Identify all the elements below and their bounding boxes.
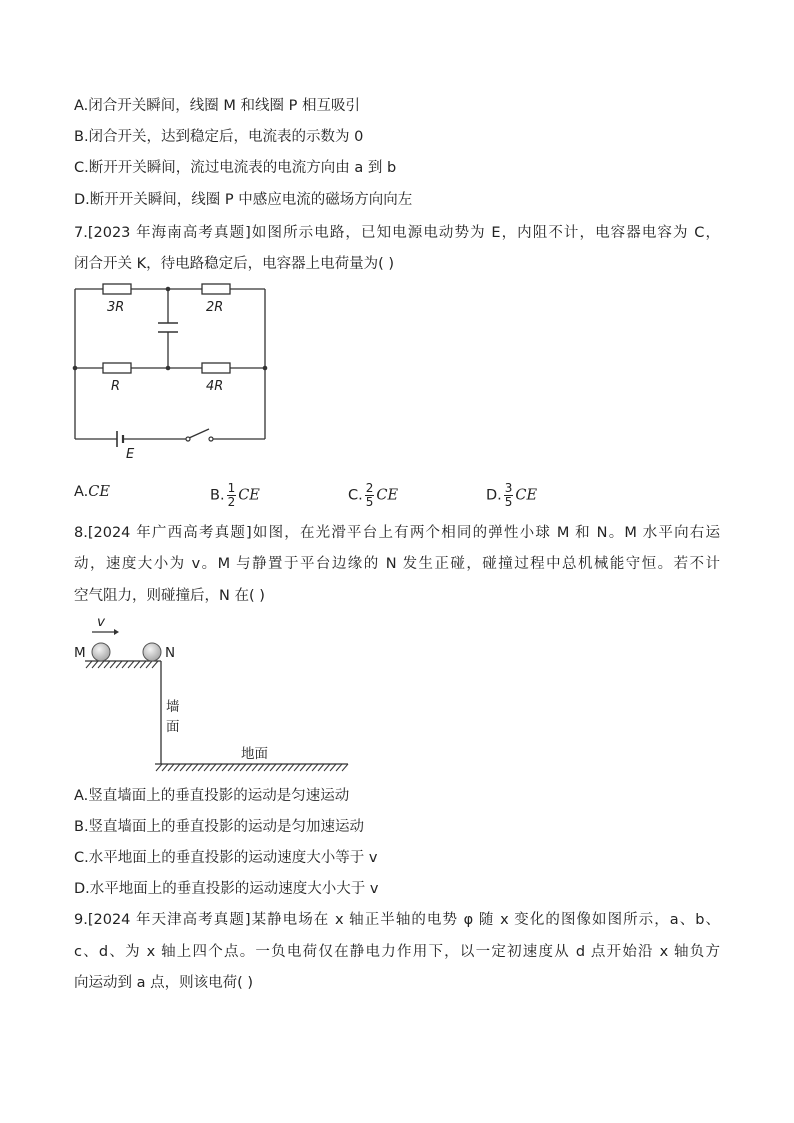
hatch-mark — [294, 764, 300, 771]
hatch-mark — [240, 764, 246, 771]
label-top-right-resistor: 2R — [206, 300, 224, 315]
label-ball-n: N — [165, 645, 176, 661]
platform-hatching — [86, 661, 158, 668]
q8-option-c: C.水平地面上的垂直投影的运动速度大小等于 v — [74, 850, 378, 866]
label-velocity: v — [97, 614, 105, 630]
hatch-mark — [342, 764, 348, 771]
label-top-left-resistor: 3R — [107, 300, 125, 315]
q7-stem-line2: 闭合开关 K，待电路稳定后，电容器上电荷量为( ) — [74, 256, 395, 272]
hatch-mark — [228, 764, 234, 771]
hatch-mark — [174, 764, 180, 771]
hatch-mark — [288, 764, 294, 771]
label-ground: 地面 — [241, 746, 268, 762]
hatch-mark — [312, 764, 318, 771]
q9-stem-line3: 向运动到 a 点，则该电荷( ) — [74, 975, 254, 991]
hatch-mark — [86, 661, 92, 668]
hatch-mark — [282, 764, 288, 771]
hatch-mark — [300, 764, 306, 771]
fraction: $\frac{2}{5}$ — [365, 481, 374, 509]
q8-stem-line3: 空气阻力，则碰撞后，N 在( ) — [74, 588, 265, 604]
q8-stem-line1: 8.[2024 年广西高考真题]如图，在光滑平台上有两个相同的弹性小球 M 和 N。M 水平向右运 — [74, 525, 720, 541]
hatch-mark — [216, 764, 222, 771]
hatch-mark — [318, 764, 324, 771]
hatch-mark — [258, 764, 264, 771]
q7-option-c: C. $\frac{2}{5}$ CE — [348, 481, 399, 509]
q8-option-a: A.竖直墙面上的垂直投影的运动是匀速运动 — [74, 788, 350, 804]
q7-option-d: D. $\frac{3}{5}$ CE — [486, 481, 538, 509]
fraction: $\frac{3}{5}$ — [504, 481, 513, 509]
q9-stem-line2: c、d、为 x 轴上四个点。一负电荷仅在静电力作用下，以一定初速度从 d 点开始沿 x 轴负方 — [74, 944, 720, 960]
q6-option-b: B.闭合开关，达到稳定后，电流表的示数为 0 — [74, 129, 364, 145]
hatch-mark — [276, 764, 282, 771]
hatch-mark — [264, 764, 270, 771]
hatch-mark — [198, 764, 204, 771]
hatch-mark — [192, 764, 198, 771]
q8-option-b: B.竖直墙面上的垂直投影的运动是匀加速运动 — [74, 819, 365, 835]
hatch-mark — [324, 764, 330, 771]
ball-m — [92, 643, 110, 661]
hatch-mark — [222, 764, 228, 771]
hatch-mark — [204, 764, 210, 771]
velocity-arrow-head — [114, 629, 119, 635]
label-ball-m: M — [74, 645, 86, 661]
ground-hatching — [156, 764, 348, 771]
q8-stem-line2: 动，速度大小为 v。M 与静置于平台边缘的 N 发生正碰，碰撞过程中总机械能守恒。若不计 — [74, 556, 720, 572]
hatch-mark — [116, 661, 122, 668]
hatch-mark — [140, 661, 146, 668]
hatch-mark — [252, 764, 258, 771]
label-wall-1: 墙 — [166, 699, 180, 715]
q7-option-b: B. $\frac{1}{2}$ CE — [210, 481, 260, 509]
hatch-mark — [168, 764, 174, 771]
q7-stem-line1: 7.[2023 年海南高考真题]如图所示电路，已知电源电动势为 E，内阻不计，电容器电容为 C， — [74, 225, 720, 241]
q6-option-d: D.断开开关瞬间，线圈 P 中感应电流的磁场方向向左 — [74, 192, 413, 208]
hatch-mark — [270, 764, 276, 771]
label-source: E — [126, 447, 135, 462]
label-bottom-right-resistor: 4R — [206, 379, 224, 394]
hatch-mark — [122, 661, 128, 668]
ball-n — [143, 643, 161, 661]
q9-stem-line1: 9.[2024 年天津高考真题]某静电场在 x 轴正半轴的电势 φ 随 x 变化的图像如图所示，a、b、 — [74, 912, 720, 928]
label-bottom-left-resistor: R — [111, 379, 121, 394]
q8-option-d: D.水平地面上的垂直投影的运动速度大小大于 v — [74, 881, 379, 897]
hatch-mark — [152, 661, 158, 668]
q7-option-a: A.CE — [74, 484, 110, 500]
hatch-mark — [110, 661, 116, 668]
hatch-mark — [246, 764, 252, 771]
hatch-mark — [104, 661, 110, 668]
hatch-mark — [134, 661, 140, 668]
q6-option-a: A.闭合开关瞬间，线圈 M 和线圈 P 相互吸引 — [74, 98, 360, 114]
hatch-mark — [306, 764, 312, 771]
hatch-mark — [234, 764, 240, 771]
hatch-mark — [162, 764, 168, 771]
q6-option-c: C.断开开关瞬间，流过电流表的电流方向由 a 到 b — [74, 160, 397, 176]
hatch-mark — [336, 764, 342, 771]
label-wall-2: 面 — [166, 719, 180, 735]
hatch-mark — [180, 764, 186, 771]
hatch-mark — [210, 764, 216, 771]
hatch-mark — [128, 661, 134, 668]
hatch-mark — [156, 764, 162, 771]
hatch-mark — [330, 764, 336, 771]
hatch-mark — [98, 661, 104, 668]
hatch-mark — [92, 661, 98, 668]
hatch-mark — [186, 764, 192, 771]
fraction: $\frac{1}{2}$ — [227, 481, 236, 509]
hatch-mark — [146, 661, 152, 668]
